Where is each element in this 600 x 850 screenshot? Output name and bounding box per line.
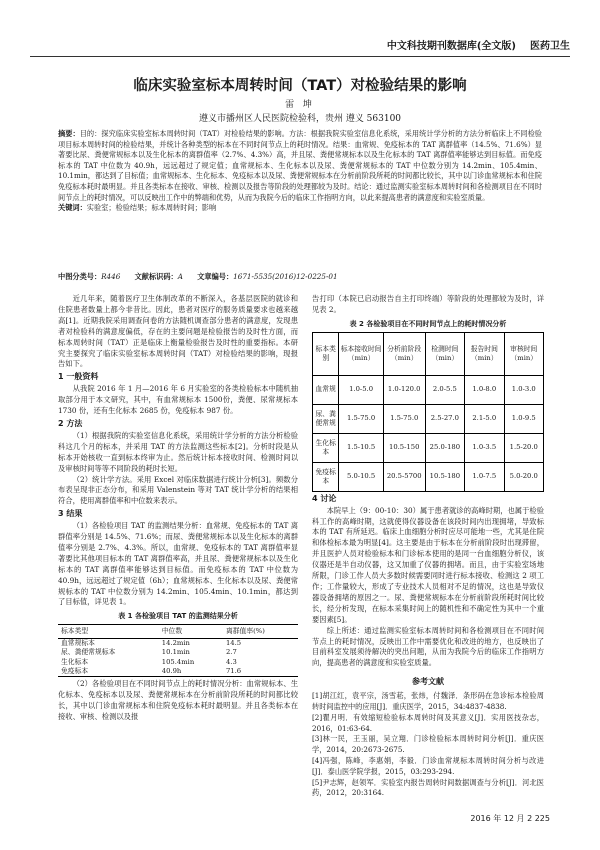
table-cell: 2.0-5.5 [425, 375, 464, 404]
table-cell: 1.5-75.0 [339, 404, 383, 433]
section-heading: 4 讨论 [312, 493, 337, 503]
abstract-label: 摘要： [58, 129, 80, 138]
table-cell: 1.0-9.5 [504, 404, 544, 433]
table-cell: 生化标本 [61, 657, 89, 666]
table-cell: 14.2min [161, 639, 190, 648]
journal-name: 中文科技期刊数据库(全文版) [386, 41, 516, 52]
doc-code-value: A [177, 272, 183, 281]
table-row [313, 433, 544, 462]
classification-line [58, 272, 542, 282]
table-cell: 2.7 [225, 648, 237, 657]
clc-label: 中图分类号： [58, 272, 102, 281]
table-header: 标本类型 [58, 625, 159, 639]
table-cell: 71.6 [223, 667, 298, 677]
section-heading: 1 一般资料 [58, 372, 99, 382]
paragraph: 综上所述：通过监测实验室标本周转时间和各检测项目在不同时间节点上的耗时情况，反映出工作中需要优化和改进的地方，也反映出了目前科室发展须待解决的突出问题，从而为我院今后的临床工作指明方向，提高患者的满意度和实验室质量。 [312, 625, 544, 668]
table-cell: 1.0-7.5 [465, 462, 504, 491]
table-cell: 10.5-180 [425, 462, 464, 491]
paragraph: （1）各检验项目 TAT 的监测结果分析：血常规、免疫标本的 TAT 离群值率分别是 14.5%、71.6%；而尿、粪便常规标本以及生化标本的离群值率分别是 2.7%、4.3%。所以，血常规、免疫标本的 TAT 离群值率显著要比其他项目标本的 TAT 离群值率高，并且尿、粪便常规标本以及生化标本的 TAT 离群值率能够达到目标值。而免疫标本的 TAT 中位数为 40.9h，远远超过了规定值（6h）；血常规标本、生化标本以及尿、粪便常规标本的 TAT 中位数分别为 14.2min、105.4min、10.1min，都达到了目标值，详见表 1。 [58, 521, 298, 607]
table-cell: 尿、粪便常规 [313, 404, 339, 433]
running-header [30, 40, 570, 57]
table-cell: 2.5-27.0 [425, 404, 464, 433]
table2-caption: 表 2 各检验项目在不同时间节点上的耗时情况分析 [349, 319, 507, 328]
left-column [58, 294, 298, 723]
paragraph: 告打印（本院已启动报告自主打印终端）等阶段的处理都较为及时，详见表 2。 [312, 294, 544, 314]
table-header: 标本类别 [313, 332, 339, 375]
table-cell: 血常规标本 [61, 639, 95, 648]
paragraph: （2）各检验项目在不同时间节点上的耗时情况分析：血常规标本、生化标本、免疫标本以及尿、粪便常规标本在分析前阶段所耗的时间都比较长，其中以门诊血常规标本和住院免疫标本耗时最明显。并且各类标本在接收、审核、检测以及报 [58, 679, 298, 721]
table-row [58, 648, 298, 657]
table-cell: 1.0-3.5 [465, 433, 504, 462]
table-cell: 5.0-10.5 [339, 462, 383, 491]
table-cell: 生化标本 [313, 433, 339, 462]
table-cell: 2.1-5.0 [465, 404, 504, 433]
author: 雷 坤 [285, 100, 315, 110]
references-heading: 参考文献 [412, 677, 444, 687]
paragraph: （1）根据我院的实验室信息化系统，采用统计学分析的方法分析检验科这几个月的标本，并采用 TAT 的方法监测这些标本[2]。分析时段是从标本开始核收一直到标本终审为止。然后统计标本接收时间、检测时间以及审核时间等等不同阶段的耗时长短。 [58, 430, 298, 473]
table-cell: 1.5-20.0 [504, 433, 544, 462]
table1-caption: 表 1 各检验项目 TAT 的监测结果分析 [118, 612, 238, 621]
paragraph: 本院早上（9：00-10：30）属于患者就诊的高峰时期，也属于检验科工作的高峰时期，这就使得仪器设备在该段时间内出现拥堵，导致标本的 TAT 有所延迟。临床上血细胞分析时应尽可能地一些，尤其是住院和体检标本最为明显[4]。这主要是由于标本在分析前阶段时出现滞留，并且医护人员对检验标本和门诊标本使用的是同一台血细胞分析仪，该仪器还是半自动仪器，这又加重了仪器的拥堵。而且，由于实验室场地所限，门诊工作人员大多数时候需要同时进行标本接收、检测这 2 项工作；工作量较大，形成了专业技术人员相对不足的情况，这也是导致仪器设备拥堵的原因之一。尿、粪便常规标本在分析前阶段所耗时间比较长，经分析发现，在标本采集时间上的随机性和不确定性为其中一个重要因素[5]。 [312, 505, 544, 624]
table-header: 检测时间（min） [425, 332, 464, 375]
table-header: 离群值率(%) [223, 625, 298, 639]
table-cell: 20.5-5700 [383, 462, 425, 491]
table-row [58, 639, 298, 649]
abstract-text: 目的：探究临床实验室标本周转时间（TAT）对检验结果的影响。方法：根据我院实验室信息化系统，采用统计学分析的方法分析临床上不同检验项目标本周转时间的检验结果，并统计各种类型的标本在不同时间节点上的耗时情况。结果：血常规、免疫标本的 TAT 离群值率（14.5%、71.6%）显著要比尿、粪便常规标本以及生化标本的离群值率（2.7%、4.3%）高，并且尿、粪便常规标本以及生化标本的 TAT 离群值率能够达到目标值。而免疫标本的 TAT 中位数为 40.9h，远远超过了规定值；血常规标本、生化标本以及尿、粪便常规标本的 TAT 中位数分别为 14.2min、105.4min、10.1min，都达到了目标值；血常规标本、生化标本、免疫标本以及尿、粪便常规标本在分析前阶段所耗的时间都比较长，其中以门诊血常规标本和住院免疫标本耗时最明显。并且各类标本在接收、审核、检测以及报告等阶段的处理都较为及时。结论：通过监测实验室标本周转时间和各检测项目在不同时间节点上的耗时情况，可以反映出工作中的弊端和优势，从而为我院今后的临床工作指明方向，以此来提高患者的满意度和实验室质量。 [58, 129, 542, 202]
page-footer: 2016 年 12 月 2 225 [470, 814, 550, 823]
table-cell: 25.0-180 [425, 433, 464, 462]
article-no-label: 文章编号： [197, 272, 234, 281]
affiliation: 遵义市播州区人民医院检验科，贵州 遵义 563100 [198, 114, 402, 124]
table-cell: 105.4min [161, 657, 195, 666]
table2 [312, 332, 544, 492]
reference-list [312, 691, 544, 799]
reference-item: [2]瞿月明．有效缩短检验标本周转时间及其意义[J]．实用医技杂志，2016，01:63-64. [312, 712, 544, 733]
table-header: 报告时间（min） [465, 332, 504, 375]
table-cell: 14.5 [225, 639, 242, 648]
table-cell: 4.3 [225, 657, 237, 666]
table-row [58, 667, 298, 677]
reference-item: [5]尹志辉，赵领军．实验室内报告周转时间数据调查与分析[J]．河北医药，2012，20:3164. [312, 777, 544, 798]
section-name: 医药卫生 [530, 41, 570, 52]
table-header: 标本接收时间（min） [339, 332, 383, 375]
clc-value: R446 [101, 272, 121, 281]
section-heading: 3 结果 [58, 509, 83, 519]
intro-paragraph: 近几年来，随着医疗卫生体制改革的不断深入，各基层医院的就诊和住院患者数量上都今非昔比。因此，患者对医疗的服务质量要求也越来越高[1]。近期我院采用调查问卷的方法随机调查部分患者的满意度，发现患者对检验科的满意度偏低，存在的主要问题是检验报告的及时性方面，而标本周转时间（TAT）正是临床上衡量检验报告及时性的重要指标。本研究主要探究了临床实验室标本周转时间（TAT）对检验结果的影响，现报告如下。 [58, 294, 298, 369]
table-cell: 尿、粪便常规标本 [61, 648, 116, 657]
right-column [312, 294, 544, 799]
table-header: 中位数 [159, 625, 223, 639]
table-cell: 血常规 [313, 375, 339, 404]
table-header: 审核时间（min） [504, 332, 544, 375]
table-cell: 1.0-8.0 [465, 375, 504, 404]
abstract [58, 129, 542, 214]
reference-item: [1]胡江红，袁平宗，汤雪菘，张炜，付魏泽．条形码在急诊标本检验周转时间监控中的应用[J]．重庆医学，2015，34:4837-4838. [312, 691, 544, 711]
table-header: 分析前阶段（min） [383, 332, 425, 375]
table-cell: 1.5-75.0 [383, 404, 425, 433]
doc-code-label: 文献标识码： [134, 272, 178, 281]
section-heading: 2 方法 [58, 418, 83, 428]
table-row [313, 404, 544, 433]
table-row [313, 462, 544, 491]
paragraph: 从我院 2016 年 1 月—2016 年 6 月实验室的各类检验标本中随机抽取部分用于本文研究，其中，有血常规标本 1500份，粪便、尿常规标本 1730 份，还有生化标本 2685 份，免疫标本 987 份。 [58, 384, 298, 416]
table-cell: 10.1min [161, 648, 190, 657]
paragraph: （2）统计学方法。采用 Excel 对临床数据进行统计分析[3]。频数分布表呈现非正态分布，和采用 Valenstein 等对 TAT 统计学分析的结果相符合，使用离群值率和中位数来表示。 [58, 474, 298, 506]
table-cell: 1.0-5.0 [339, 375, 383, 404]
table-cell: 40.9h [159, 667, 223, 677]
table-cell: 1.5-10.5 [339, 433, 383, 462]
table-cell: 1.0-3.0 [504, 375, 544, 404]
table-row [313, 375, 544, 404]
paper-title: 临床实验室标本周转时间（TAT）对检验结果的影响 [133, 78, 467, 94]
table-cell: 5.0-20.0 [504, 462, 544, 491]
reference-item: [4]冯强，陈峰，李惠娟，李毅．门诊血常规标本周转时间分析与改进[J]．泰山医学院学报，2015，03:293-294. [312, 755, 544, 776]
article-no-value: 1671-5535(2016)12-0225-01 [233, 272, 338, 281]
table-row [58, 658, 298, 667]
table1 [58, 624, 298, 677]
table-cell: 10.5-150 [383, 433, 425, 462]
table-cell: 1.0-120.0 [383, 375, 425, 404]
keywords-text: 实验室；检验结果；标本周转时间；影响 [86, 203, 217, 213]
table-cell: 免疫标本 [313, 462, 339, 491]
reference-item: [3]林一民，王玉丽，吴立翔．门诊检验标本周转时间分析[J]．重庆医学，2014，20:2673-2675. [312, 734, 544, 755]
keywords-label: 关键词： [58, 203, 87, 213]
table-cell: 免疫标本 [58, 667, 159, 677]
